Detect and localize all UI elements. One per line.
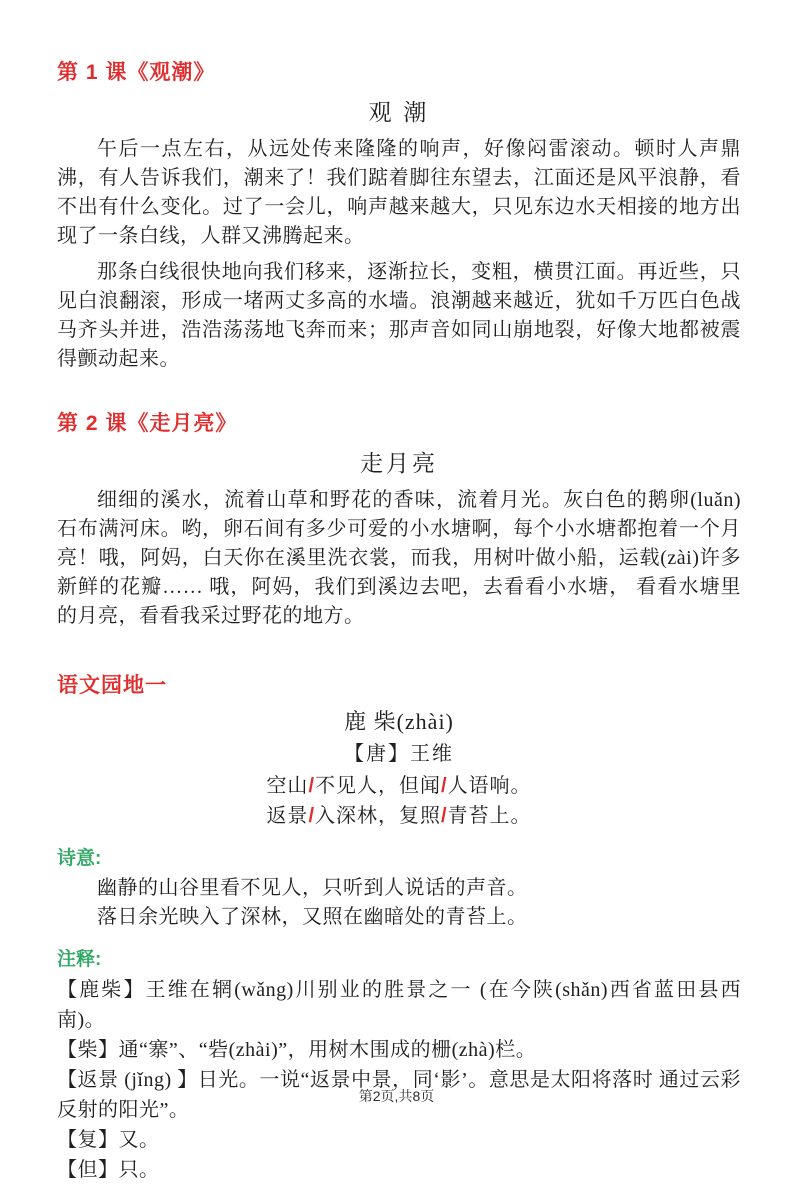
shiyi-line-2: 落日余光映入了深林，又照在幽暗处的青苔上。 [97,906,528,928]
lesson-2-heading: 第 2 课《走月亮》 [57,412,238,435]
poem-author: 【唐】王维 [344,743,454,765]
poem-line-2 [57,801,741,831]
page-number: 第2页,共8页 [358,1088,435,1104]
lesson-1-title: 观 潮 [368,100,430,125]
lesson-1-paragraph-2: 那条白线很快地向我们移来，逐渐拉长，变粗，横贯江面。再近些，只见白浪翻滚，形成一堵两丈多高的水墙。浪潮越来越近，犹如千万匹白色战马齐头并进，浩浩荡荡地飞奔而来；那声音如同山崩地裂，好像大地都被震得颤动起来。 [57,261,741,370]
pause-slash: / [308,805,315,827]
poem-line-1-segment: 空山 [266,775,309,797]
poem-line-2-segment: 青苔上。 [447,805,532,827]
poem-line-1 [57,771,741,801]
poem-line-2-segment: 返景 [266,805,309,827]
pause-slash: / [441,775,448,797]
note-item-lucai: 【鹿柴】王维在辋(wǎng)川别业的胜景之一 (在今陕(shǎn)西省蓝田县西南)。 [57,979,741,1031]
note-item-dan: 【但】只。 [57,1159,160,1181]
lesson-2-paragraph-1: 细细的溪水，流着山草和野花的香味，流着月光。灰白色的鹅卵(luǎn)石布满河床。哟，卵石间有多少可爱的小水塘啊，每个小水塘都抱着一个月亮！哦，阿妈，白天你在溪里洗衣裳，而我，用树叶做小船，运载(zài)许多新鲜的花瓣…… 哦，阿妈，我们到溪边去吧，去看看小水塘， 看看水塘里的月亮，看看我采过野花的地方。 [57,489,741,627]
section-lesson-2 [57,407,741,631]
section-yuwen-yuandi [57,669,741,1185]
pause-slash: / [308,775,315,797]
shiyi-line-1: 幽静的山谷里看不见人，只听到人说话的声音。 [97,877,528,899]
note-item-chai: 【柴】通“寨”、“砦(zhài)”，用树木围成的栅(zhà)栏。 [57,1039,537,1061]
yuandi-heading: 语文园地一 [57,674,167,697]
poem-line-2-segment: 入深林，复照 [315,805,441,827]
zhushi-label: 注释: [57,949,102,970]
lesson-1-heading: 第 1 课《观潮》 [57,61,216,84]
lesson-2-title: 走月亮 [360,451,438,476]
note-item-fanjing: 【返景 (jǐng) 】日光。一说“返景中景，同‘影’。意思是太阳将落时 通过云彩反射的阳光”。 [57,1069,741,1121]
section-lesson-1 [57,56,741,374]
note-item-fu: 【复】又。 [57,1129,160,1151]
poem-title: 鹿 柴(zhài) [344,709,454,734]
shiyi-label: 诗意: [57,848,102,869]
lesson-1-paragraph-1: 午后一点左右，从远处传来隆隆的响声，好像闷雷滚动。顿时人声鼎沸，有人告诉我们，潮来了！我们踮着脚往东望去，江面还是风平浪静，看不出有什么变化。过了一会儿，响声越来越大，只见东边水天相接的地方出现了一条白线，人群又沸腾起来。 [57,138,741,247]
poem-line-1-segment: 人语响。 [447,775,532,797]
poem-line-1-segment: 不见人，但闻 [315,775,441,797]
pause-slash: / [441,805,448,827]
poem-block [57,707,741,831]
